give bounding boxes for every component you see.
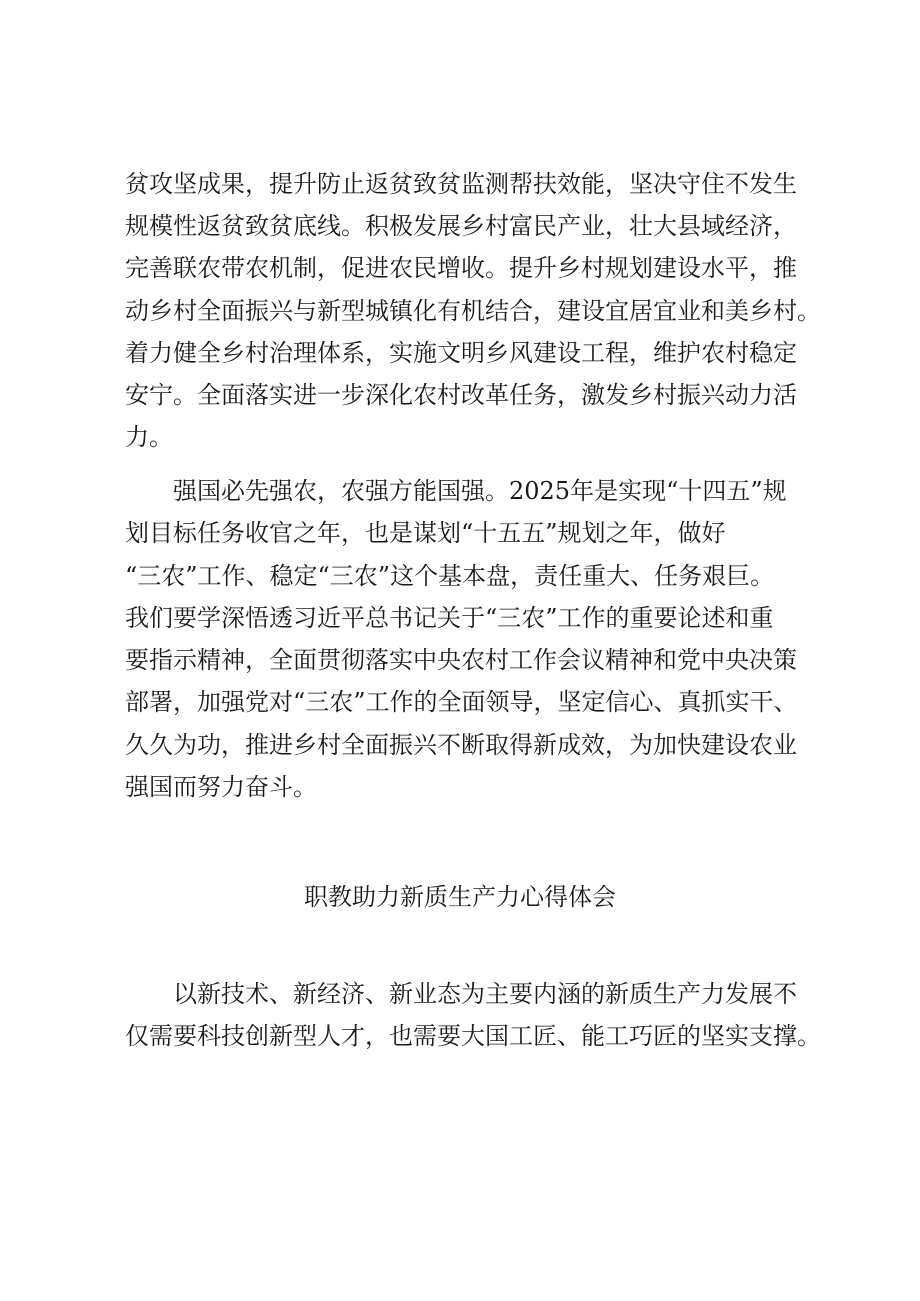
paragraph-1-line-5: 着力健全乡村治理体系，实施文明乡风建设工程，维护农村稳定 [125, 339, 797, 367]
paragraph-2-line-7: 久久为功，推进乡村全面振兴不断取得新成效，为加快建设农业 [125, 731, 797, 759]
paragraph-1-line-2: 规模性返贫致贫底线。积极发展乡村富民产业，壮大县域经济， [125, 212, 797, 240]
paragraph-1-line-4: 动乡村全面振兴与新型城镇化有机结合，建设宜居宜业和美乡村。 [125, 297, 821, 325]
paragraph-2-line-8: 强国而努力奋斗。 [125, 773, 317, 801]
paragraph-3-line-2: 仅需要科技创新型人才，也需要大国工匠、能工巧匠的坚实支撑。 [125, 1022, 821, 1050]
paragraph-1-line-6: 安宁。全面落实进一步深化农村改革任务，激发乡村振兴动力活 [125, 381, 797, 409]
paragraph-1-line-1: 贫攻坚成果，提升防止返贫致贫监测帮扶效能，坚决守住不发生 [125, 170, 797, 198]
paragraph-2-line-6: 部署，加强党对“三农”工作的全面领导，坚定信心、真抓实干、 [125, 688, 798, 716]
paragraph-3-line-1: 以新技术、新经济、新业态为主要内涵的新质生产力发展不 [173, 980, 797, 1008]
paragraph-2-line-2: 划目标任务收官之年，也是谋划“十五五”规划之年，做好 [125, 519, 726, 547]
paragraph-2-line-3: “三农”工作、稳定“三农”这个基本盘，责任重大、任务艰巨。 [125, 562, 775, 590]
paragraph-1-line-3: 完善联农带农机制，促进农民增收。提升乡村规划建设水平，推 [125, 254, 797, 282]
article-title: 职教助力新质生产力心得体会 [304, 883, 616, 911]
paragraph-2-line-1: 强国必先强农，农强方能国强。2025年是实现“十四五”规 [173, 477, 787, 505]
paragraph-2-line-4: 我们要学深悟透习近平总书记关于“三农”工作的重要论述和重 [125, 604, 774, 632]
paragraph-2-line-5: 要指示精神，全面贯彻落实中央农村工作会议精神和党中央决策 [125, 646, 797, 674]
paragraph-1-line-7: 力。 [125, 423, 173, 451]
